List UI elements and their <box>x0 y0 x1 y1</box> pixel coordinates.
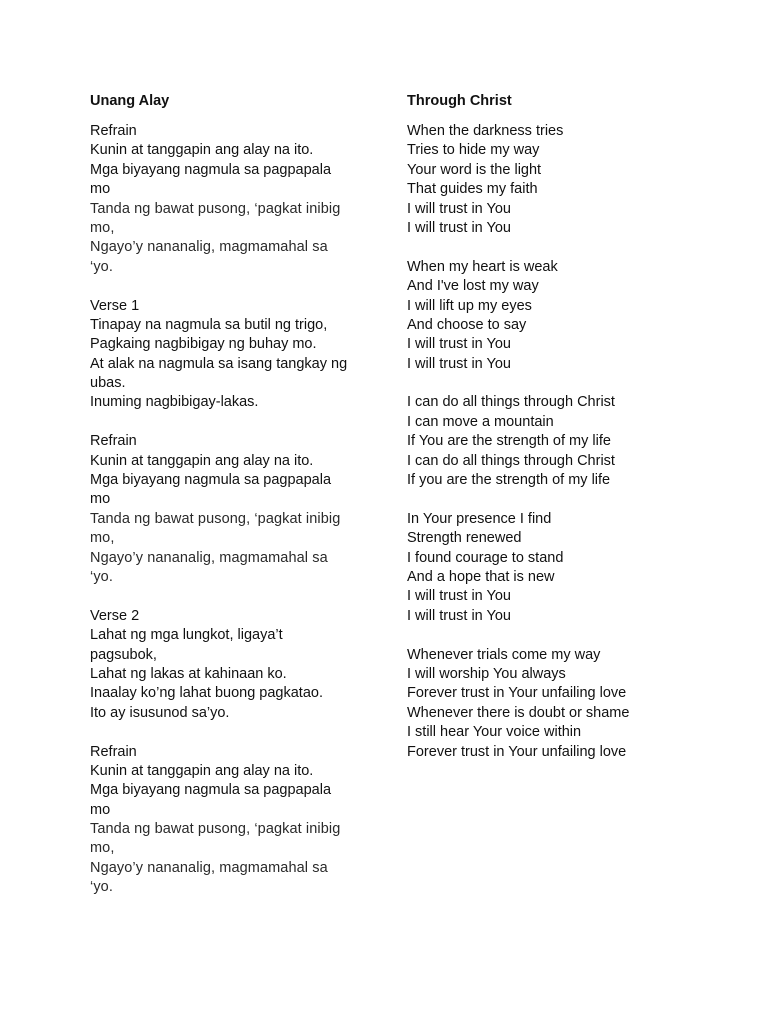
lyric-line: Tinapay na nagmula sa butil ng trigo, <box>90 316 328 333</box>
song-title: Through Christ <box>407 93 512 109</box>
lyric-line: I will trust in You <box>407 336 511 353</box>
lyric-stanza <box>90 297 380 413</box>
lyric-line: I can do all things through Christ <box>407 394 615 411</box>
stanza-heading: Refrain <box>90 123 137 139</box>
lyric-line: mo, <box>90 219 115 236</box>
lyric-line: ubas. <box>90 375 126 392</box>
lyric-line: I will trust in You <box>407 219 511 236</box>
lyric-stanza <box>407 393 707 490</box>
lyrics-body <box>407 122 707 762</box>
lyric-line: Mga biyayang nagmula sa pagpapala <box>90 161 332 178</box>
lyrics-body <box>90 122 380 898</box>
lyric-stanza <box>407 510 707 626</box>
lyric-stanza <box>90 122 380 277</box>
lyric-stanza <box>90 607 380 723</box>
stanza-heading: Verse 1 <box>90 297 140 314</box>
song-column-unang-alay <box>90 92 380 917</box>
lyric-line: Forever trust in Your unfailing love <box>407 685 627 702</box>
lyric-line: Forever trust in Your unfailing love <box>407 743 627 760</box>
lyric-line: I will lift up my eyes <box>407 297 532 314</box>
lyric-line: I will trust in You <box>407 355 511 372</box>
lyric-line: And I've lost my way <box>407 278 539 295</box>
lyric-line: Lahat ng mga lungkot, ligaya’t <box>90 627 283 644</box>
lyric-line: Mga biyayang nagmula sa pagpapala <box>90 782 332 799</box>
lyric-line: mo <box>90 491 111 508</box>
lyric-line: Whenever there is doubt or shame <box>407 704 630 721</box>
lyric-line: Kunin at tanggapin ang alay na ito. <box>90 142 314 159</box>
lyric-line: At alak na nagmula sa isang tangkay ng <box>90 355 348 372</box>
lyric-line: Kunin at tanggapin ang alay na ito. <box>90 762 314 779</box>
lyric-stanza <box>407 122 707 238</box>
lyric-line: ‘yo. <box>90 879 113 896</box>
lyric-line: pagsubok, <box>90 646 157 663</box>
lyric-line: Tanda ng bawat pusong, ‘pagkat inibig <box>90 821 341 838</box>
lyric-line: If You are the strength of my life <box>407 433 611 450</box>
lyric-stanza <box>407 646 707 762</box>
lyric-line: In Your presence I find <box>407 510 552 527</box>
lyric-line: I still hear Your voice within <box>407 724 582 741</box>
lyric-line: Ngayo’y nananalig, magmamahal sa <box>90 239 328 256</box>
lyric-line: When my heart is weak <box>407 258 558 275</box>
lyric-line: If you are the strength of my life <box>407 472 611 489</box>
song-column-through-christ <box>407 92 707 781</box>
lyric-line: That guides my faith <box>407 181 538 198</box>
lyric-line: Tries to hide my way <box>407 142 540 159</box>
song-title: Unang Alay <box>90 93 170 109</box>
lyric-line: And choose to say <box>407 316 527 333</box>
lyric-line: Ngayo’y nananalig, magmamahal sa <box>90 549 328 566</box>
lyric-line: I can move a mountain <box>407 413 554 430</box>
stanza-heading: Refrain <box>90 433 137 450</box>
lyric-line: Whenever trials come my way <box>407 646 601 663</box>
lyric-line: Kunin at tanggapin ang alay na ito. <box>90 452 314 469</box>
lyric-stanza <box>407 258 707 374</box>
lyric-line: Inaalay ko’ng lahat buong pagkatao. <box>90 685 323 702</box>
stanza-heading: Verse 2 <box>90 607 140 624</box>
lyric-line: Tanda ng bawat pusong, ‘pagkat inibig <box>90 510 341 527</box>
lyric-line: When the darkness tries <box>407 123 564 139</box>
lyric-line: Your word is the light <box>407 161 542 178</box>
lyric-line: I will worship You always <box>407 665 566 682</box>
lyric-line: I will trust in You <box>407 607 511 624</box>
lyric-line: Lahat ng lakas at kahinaan ko. <box>90 665 287 682</box>
lyric-line: Inuming nagbibigay-lakas. <box>90 394 259 411</box>
lyric-line: Pagkaing nagbibigay ng buhay mo. <box>90 336 317 353</box>
lyric-line: I will trust in You <box>407 588 511 605</box>
lyric-line: mo <box>90 801 111 818</box>
lyric-line: Strength renewed <box>407 530 522 547</box>
lyric-line: I will trust in You <box>407 200 511 217</box>
lyric-line: ‘yo. <box>90 258 113 275</box>
lyric-stanza <box>90 743 380 898</box>
lyric-line: Ito ay isusunod sa’yo. <box>90 704 230 721</box>
lyric-line: Tanda ng bawat pusong, ‘pagkat inibig <box>90 200 341 217</box>
lyric-line: Ngayo’y nananalig, magmamahal sa <box>90 859 328 876</box>
lyric-line: And a hope that is new <box>407 568 555 585</box>
lyric-line: Mga biyayang nagmula sa pagpapala <box>90 472 332 489</box>
lyric-line: I can do all things through Christ <box>407 452 615 469</box>
lyric-line: mo <box>90 181 111 198</box>
lyric-line: ‘yo. <box>90 568 113 585</box>
stanza-heading: Refrain <box>90 743 137 760</box>
lyric-stanza <box>90 432 380 587</box>
lyric-line: mo, <box>90 530 115 547</box>
lyric-line: mo, <box>90 840 115 857</box>
lyric-line: I found courage to stand <box>407 549 564 566</box>
